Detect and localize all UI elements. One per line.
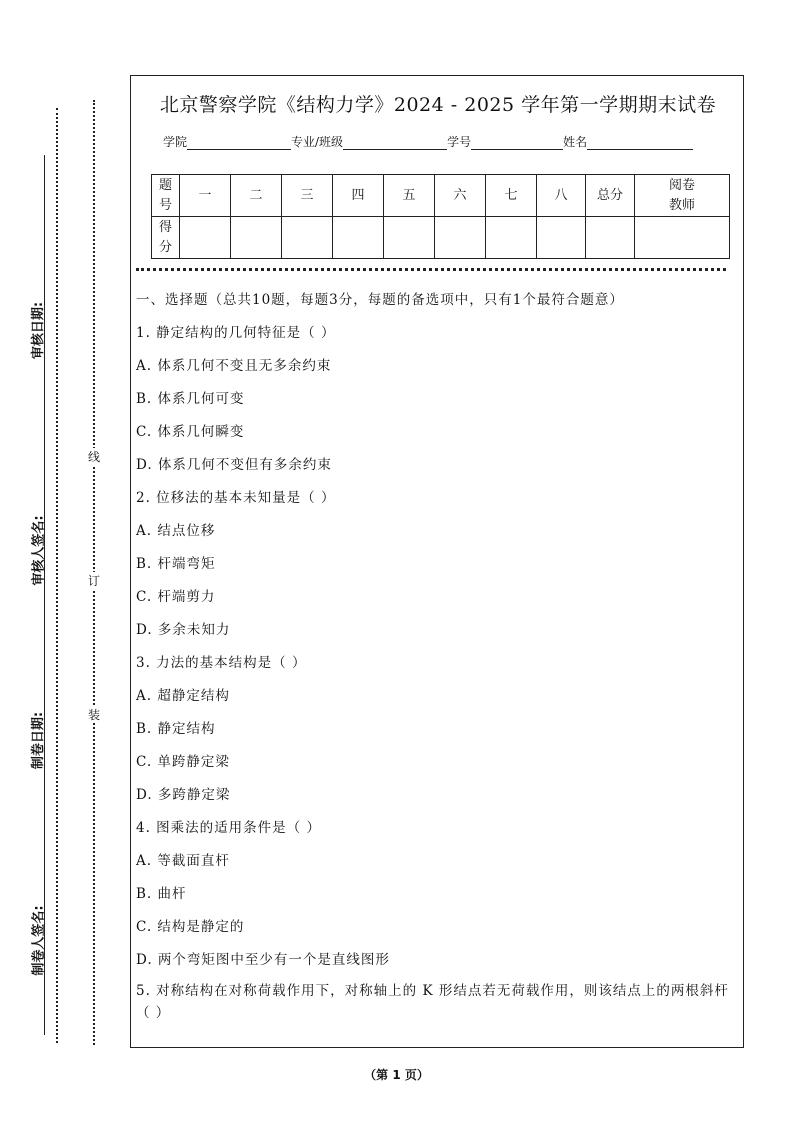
paper-date-label — [22, 680, 52, 800]
score-table — [151, 174, 730, 259]
col-header-6: 六 — [435, 175, 486, 217]
col-header-reviewer — [635, 175, 730, 217]
question-3-option-a: A. 超静定结构 — [136, 688, 230, 704]
reviewer-label-2: 教师 — [668, 197, 695, 213]
binding-char-zhuang: 装 — [87, 708, 100, 722]
question-4-option-a: A. 等截面直杆 — [136, 853, 230, 869]
college-field[interactable] — [187, 135, 291, 150]
col-header-8: 八 — [537, 175, 586, 217]
question-1-option-b: B. 体系几何可变 — [136, 391, 245, 407]
col-header-2: 二 — [231, 175, 282, 217]
questions-section — [136, 287, 741, 1024]
score-cell-total[interactable] — [586, 217, 635, 259]
col-header-1: 一 — [180, 175, 231, 217]
score-cell-7[interactable] — [486, 217, 537, 259]
info-label-student-id: 学号 — [447, 135, 472, 149]
score-cell-6[interactable] — [435, 217, 486, 259]
review-date-label — [22, 270, 52, 390]
score-table-score-row — [152, 217, 730, 259]
col-header-total: 总分 — [586, 175, 635, 217]
binding-char-ding: 订 — [87, 574, 100, 588]
question-3-option-b: B. 静定结构 — [136, 721, 216, 737]
score-label — [152, 217, 180, 259]
info-label-name: 姓名 — [563, 135, 588, 149]
score-cell-3[interactable] — [282, 217, 333, 259]
section-divider-dotted — [136, 268, 726, 271]
score-table-header-row — [152, 175, 730, 217]
question-4-option-d: D. 两个弯矩图中至少有一个是直线图形 — [136, 952, 390, 968]
score-cell-5[interactable] — [384, 217, 435, 259]
question-1-stem: 1. 静定结构的几何特征是（ ） — [136, 325, 336, 341]
question-3-option-c: C. 单跨静定梁 — [136, 754, 230, 770]
reviewer-signature-text: 审核人签名: — [31, 514, 47, 586]
info-label-college: 学院 — [163, 135, 188, 149]
question-number-label-2: 号 — [158, 197, 172, 213]
name-field[interactable] — [587, 135, 693, 150]
question-2-stem: 2. 位移法的基本未知量是（ ） — [136, 490, 336, 506]
binding-dotted-line-outer — [56, 108, 58, 1043]
reviewer-signature-label — [22, 490, 52, 610]
score-cell-8[interactable] — [537, 217, 586, 259]
paper-maker-signature-label — [22, 880, 52, 1000]
score-cell-reviewer[interactable] — [635, 217, 730, 259]
review-date-text: 审核日期: — [31, 301, 47, 359]
question-2-option-a: A. 结点位移 — [136, 523, 216, 539]
score-cell-2[interactable] — [231, 217, 282, 259]
question-number-label-1: 题 — [158, 177, 172, 193]
question-1-option-a: A. 体系几何不变且无多余约束 — [136, 358, 332, 374]
question-3-stem: 3. 力法的基本结构是（ ） — [136, 655, 307, 671]
paper-date-text: 制卷日期: — [31, 711, 47, 769]
col-header-3: 三 — [282, 175, 333, 217]
score-label-2: 分 — [158, 239, 172, 255]
question-number-label — [152, 175, 180, 217]
question-3-option-d: D. 多跨静定梁 — [136, 787, 231, 803]
question-1-option-d: D. 体系几何不变但有多余约束 — [136, 457, 332, 473]
major-class-field[interactable] — [343, 135, 447, 150]
question-2-option-b: B. 杆端弯矩 — [136, 556, 216, 572]
question-4-option-c: C. 结构是静定的 — [136, 919, 245, 935]
student-id-field[interactable] — [471, 135, 563, 150]
exam-title: 北京警察学院《结构力学》2024 - 2025 学年第一学期期末试卷 — [159, 94, 717, 116]
question-1-option-c: C. 体系几何瞬变 — [136, 424, 245, 440]
binding-char-xian: 线 — [87, 450, 100, 464]
question-2-option-d: D. 多余未知力 — [136, 622, 231, 638]
page-number: （第 1 页） — [364, 1068, 429, 1082]
col-header-5: 五 — [384, 175, 435, 217]
reviewer-label-1: 阅卷 — [668, 177, 695, 193]
score-label-1: 得 — [158, 219, 172, 235]
exam-frame — [130, 75, 744, 1048]
section-heading: 一、选择题（总共10题，每题3分，每题的备选项中，只有1个最符合题意） — [136, 292, 624, 308]
question-5-stem: 5. 对称结构在对称荷载作用下，对称轴上的 K 形结点若无荷载作用，则该结点上的两根斜杆（ ） — [136, 983, 729, 1021]
col-header-7: 七 — [486, 175, 537, 217]
question-2-option-c: C. 杆端剪力 — [136, 589, 216, 605]
col-header-4: 四 — [333, 175, 384, 217]
score-cell-1[interactable] — [180, 217, 231, 259]
paper-maker-signature-text: 制卷人签名: — [31, 904, 47, 976]
info-label-major-class: 专业/班级 — [291, 135, 344, 149]
question-4-stem: 4. 图乘法的适用条件是（ ） — [136, 820, 321, 836]
score-cell-4[interactable] — [333, 217, 384, 259]
question-4-option-b: B. 曲杆 — [136, 886, 187, 902]
student-info-row — [163, 133, 693, 150]
